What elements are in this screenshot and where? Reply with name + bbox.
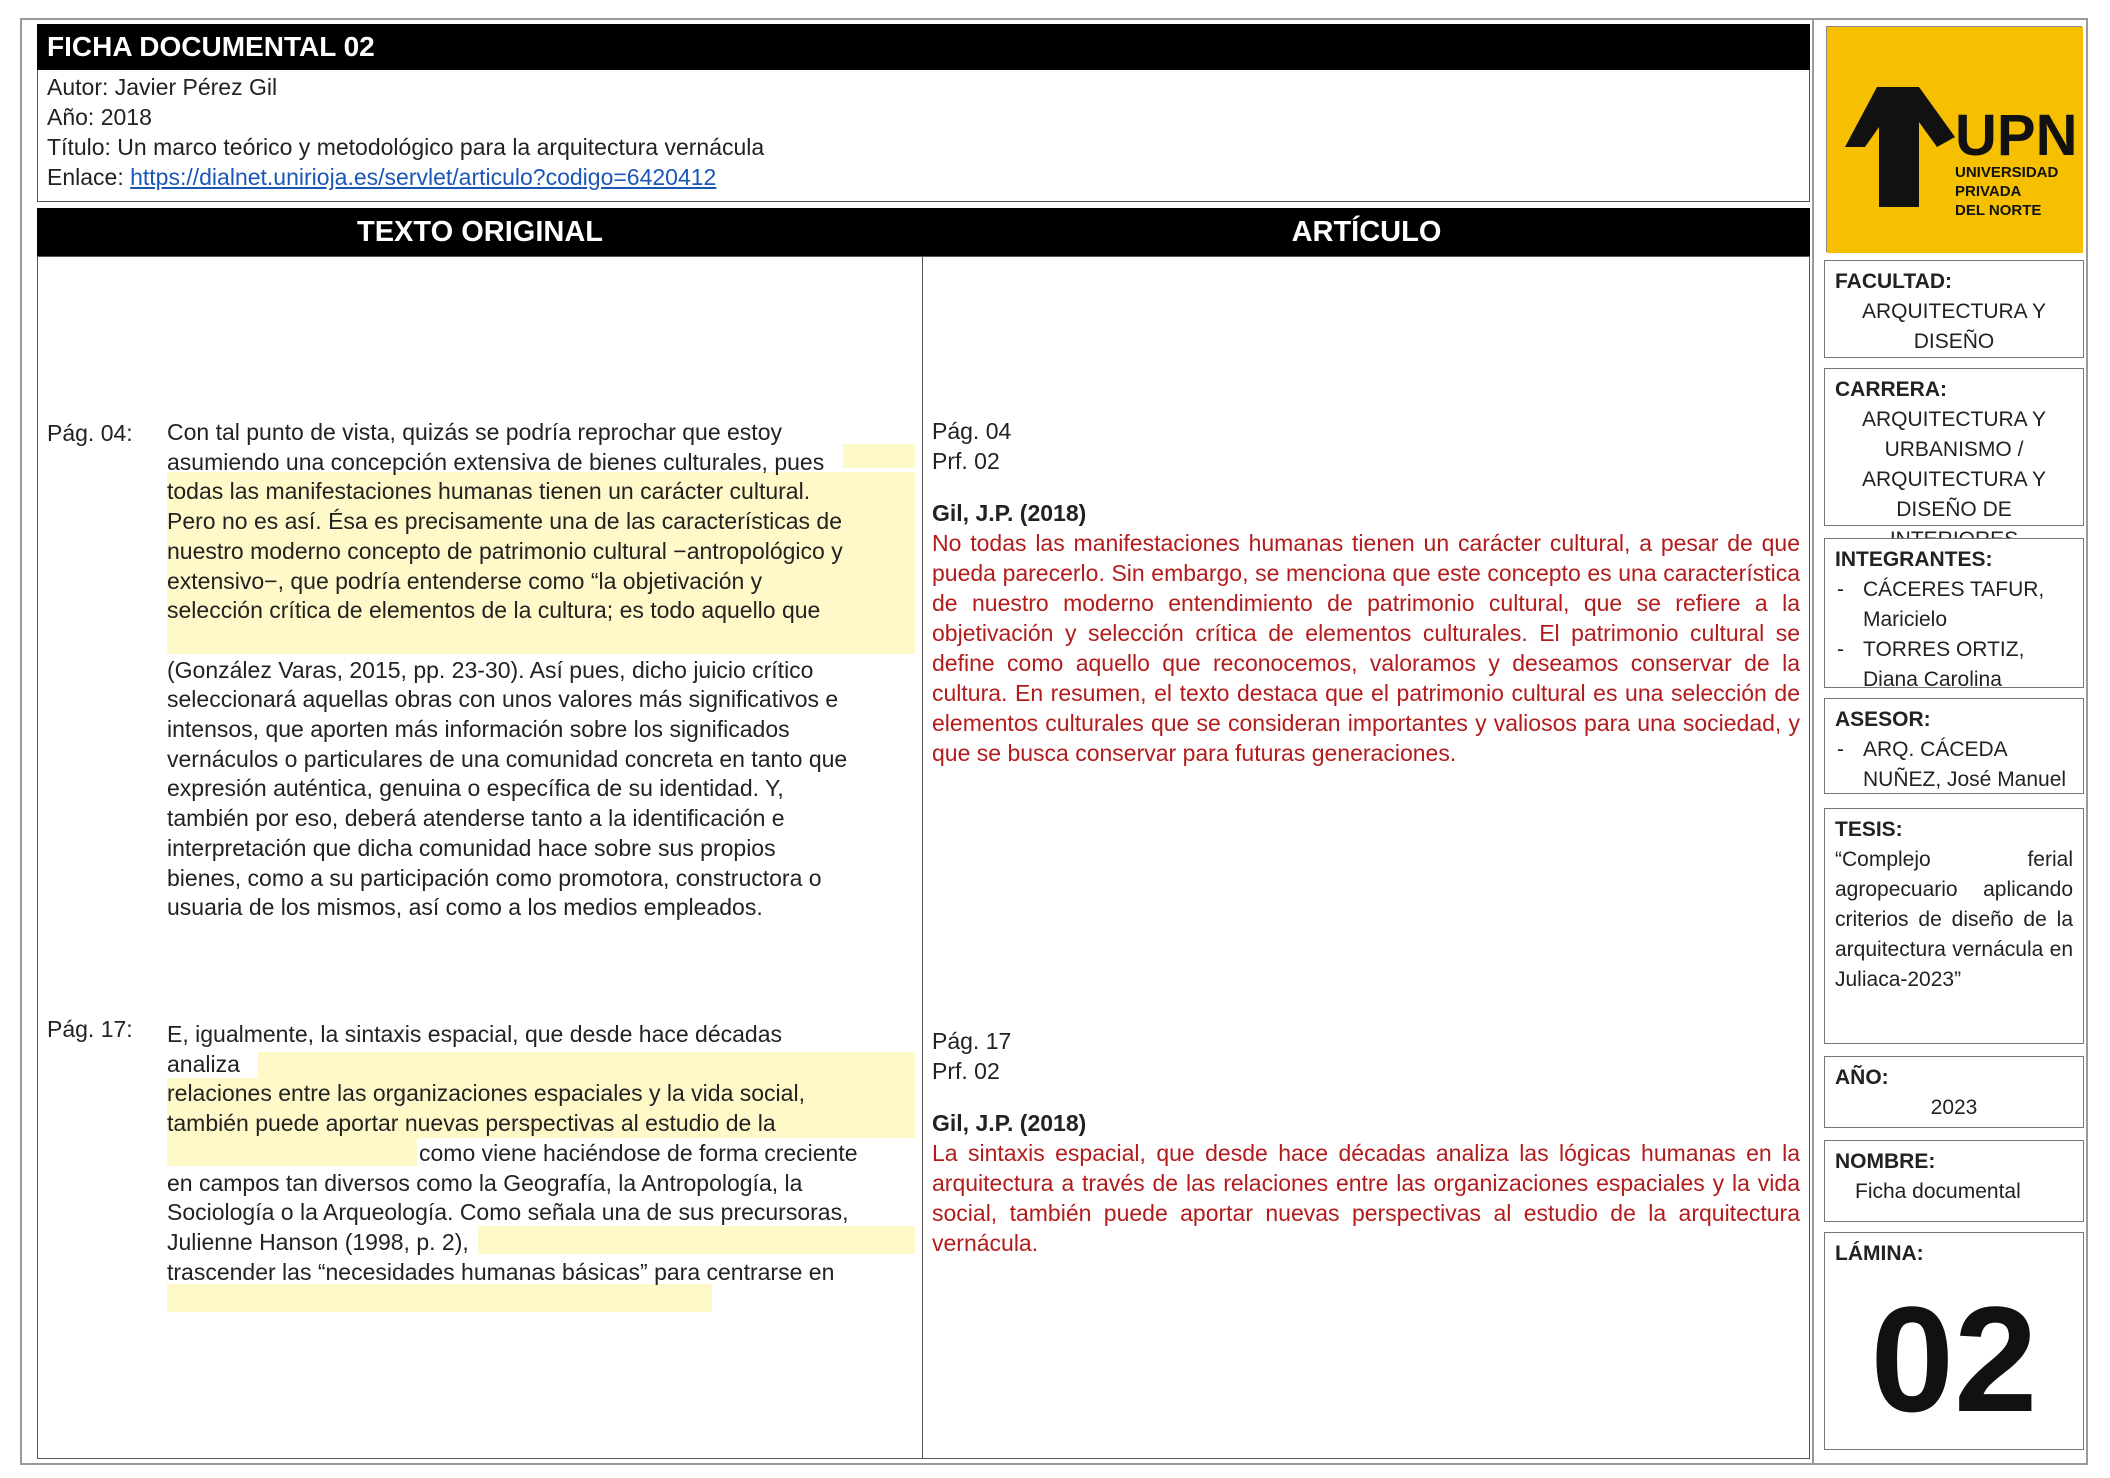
original-line: bienes, como a su participación como promotora, constructora o <box>167 864 822 891</box>
carrera-label: CARRERA: <box>1835 378 1947 401</box>
asesor-box <box>1824 698 2084 794</box>
original-line: analiza <box>167 1050 240 1077</box>
original-line: nuestro moderno concepto de patrimonio cultural −antropológico y <box>167 537 843 564</box>
original-line: todas las manifestaciones humanas tienen un carácter cultural. <box>167 478 811 505</box>
original-line: extensivo−, que podría entenderse como “la objetivación y <box>167 567 763 594</box>
title-line: Título: Un marco teórico y metodológico para la arquitectura vernácula <box>47 134 765 160</box>
nombre-box <box>1824 1140 2084 1222</box>
document-metadata <box>47 72 764 192</box>
page-title: FICHA DOCUMENTAL 02 <box>37 24 1810 70</box>
logo-line-2: PRIVADA <box>1955 183 2022 200</box>
upn-logo-graphic <box>1827 27 2083 253</box>
logo-line-3: DEL NORTE <box>1955 202 2042 219</box>
article-summary: La sintaxis espacial, que desde hace décadas analiza las lógicas humanas en la arquitectura a través de las relaciones entre las organizaciones espaciales y la vida social, también puede aportar nuevas perspectivas al estudio de la arquitectura vernácula. <box>932 1140 1800 1256</box>
facultad-box <box>1824 260 2084 358</box>
original-line: usuaria de los mismos, así como a los medios empleados. <box>167 894 763 921</box>
entry-1-page-label: Pág. 04: <box>47 420 133 446</box>
original-line: (González Varas, 2015, pp. 23-30). Así pues, dicho juicio crítico <box>167 656 814 683</box>
article-citation: Gil, J.P. (2018) <box>932 500 1087 526</box>
carrera-box <box>1824 368 2084 526</box>
asesor-item: - ARQ. CÁCEDA NUÑEZ, José Manuel <box>1835 735 2073 795</box>
article-citation: Gil, J.P. (2018) <box>932 1110 1087 1136</box>
lamina-box <box>1824 1232 2084 1450</box>
original-line: también puede aportar nuevas perspectivas al estudio de la <box>167 1110 776 1137</box>
integrantes-list <box>1835 575 2073 695</box>
integrante-item: - CÁCERES TAFUR, Maricielo <box>1835 575 2073 635</box>
article-paragraph-ref: Prf. 02 <box>932 448 1000 474</box>
anio-value: 2023 <box>1930 1096 1978 1119</box>
logo-line-1: UNIVERSIDAD <box>1955 164 2059 181</box>
original-line: intensos, que aporten más información sobre los significados <box>167 716 790 743</box>
entry-1-original-text <box>167 418 915 923</box>
tesis-value: “Complejo ferial agropecuario aplicando criterios de diseño de la arquitectura vernácula en Juliaca-2023” <box>1835 848 2073 991</box>
entry-2-page-label: Pág. 17: <box>47 1016 133 1042</box>
lamina-label: LÁMINA: <box>1835 1242 1924 1265</box>
integrantes-box <box>1824 538 2084 691</box>
source-link[interactable]: https://dialnet.unirioja.es/servlet/articulo?codigo=6420412 <box>130 164 717 190</box>
asesor-label: ASESOR: <box>1835 708 1931 731</box>
original-line <box>167 626 915 656</box>
original-line: Pero no es así. Ésa es precisamente una de las características de <box>167 508 843 535</box>
original-line: Julienne Hanson (1998, p. 2), <box>167 1228 469 1255</box>
integrante-item: - TORRES ORTIZ, Diana Carolina <box>1835 635 2073 695</box>
sidebar-divider <box>1812 18 1814 1465</box>
original-line: interpretación que dicha comunidad hace sobre sus propios <box>167 834 776 861</box>
article-paragraph-ref: Prf. 02 <box>932 1058 1000 1084</box>
article-page-ref: Pág. 04 <box>932 418 1012 444</box>
original-line: Con tal punto de vista, quizás se podría reprochar que estoy <box>167 419 782 445</box>
entry-2-article <box>932 1026 1800 1258</box>
column-header-article: ARTÍCULO <box>923 208 1810 256</box>
lamina-number: 02 <box>1870 1275 2038 1443</box>
upn-logo <box>1826 26 2082 252</box>
logo-brand: UPN <box>1955 103 2078 168</box>
original-line: E, igualmente, la sintaxis espacial, que desde hace décadas <box>167 1021 783 1047</box>
original-line <box>167 1287 915 1317</box>
original-line: también por eso, deberá atenderse tanto a la identificación e <box>167 805 785 832</box>
entry-2-original-text <box>167 1020 915 1317</box>
column-header-original: TEXTO ORIGINAL <box>37 208 923 256</box>
facultad-value: ARQUITECTURA Y DISEÑO <box>1862 300 2046 353</box>
nombre-label: NOMBRE: <box>1835 1150 1936 1173</box>
article-summary: No todas las manifestaciones humanas tienen un carácter cultural, a pesar de que pueda parecerlo. Sin embargo, se menciona que este concepto es una característica de nuestro moderno entendimiento de patrimonio cultural, que se refiere a la objetivación y selección crítica de elementos culturales. El patrimonio cultural se define como aquello que reconocemos, valoramos y deseamos conservar de la cultura. En resumen, el texto destaca que el patrimonio cultural es una selección de elementos culturales que se consideran importantes y valiosos para una sociedad, y que se busca conservar para futuras generaciones. <box>932 530 1800 766</box>
carrera-value: ARQUITECTURA Y URBANISMO / ARQUITECTURA Y DISEÑO DE <box>1862 408 2046 521</box>
original-line: en campos tan diversos como la Geografía, la Antropología, la <box>167 1169 803 1196</box>
link-line <box>47 162 764 192</box>
original-line: vernáculos o particulares de una comunidad concreta en tanto que <box>167 745 848 772</box>
facultad-label: FACULTAD: <box>1835 270 1953 293</box>
original-line: trascender las “necesidades humanas básicas” para centrarse en <box>167 1258 835 1285</box>
original-line: selección crítica de elementos de la cultura; es todo aquello que <box>167 597 821 624</box>
original-line: asumiendo una concepción extensiva de bienes culturales, pues <box>167 448 825 475</box>
year-line: Año: 2018 <box>47 104 152 130</box>
link-label: Enlace: <box>47 164 124 190</box>
anio-box <box>1824 1056 2084 1128</box>
tesis-label: TESIS: <box>1835 818 1903 841</box>
integrantes-label: INTEGRANTES: <box>1835 548 1993 571</box>
column-separator <box>922 256 923 1459</box>
original-line: seleccionará aquellas obras con unos valores más significativos e <box>167 686 839 713</box>
original-line: como viene haciéndose de forma creciente <box>419 1139 858 1166</box>
nombre-value: Ficha documental <box>1855 1180 2021 1203</box>
anio-label: AÑO: <box>1835 1066 1889 1089</box>
original-line: relaciones entre las organizaciones espaciales y la vida social, <box>167 1080 805 1107</box>
asesor-list <box>1835 735 2073 795</box>
entry-1-article <box>932 416 1800 768</box>
author-line: Autor: Javier Pérez Gil <box>47 74 278 100</box>
original-line: expresión auténtica, genuina o específica de su identidad. Y, <box>167 775 784 802</box>
article-page-ref: Pág. 17 <box>932 1028 1012 1054</box>
tesis-box <box>1824 808 2084 1044</box>
original-line: Sociología o la Arqueología. Como señala una de sus precursoras, <box>167 1199 849 1226</box>
